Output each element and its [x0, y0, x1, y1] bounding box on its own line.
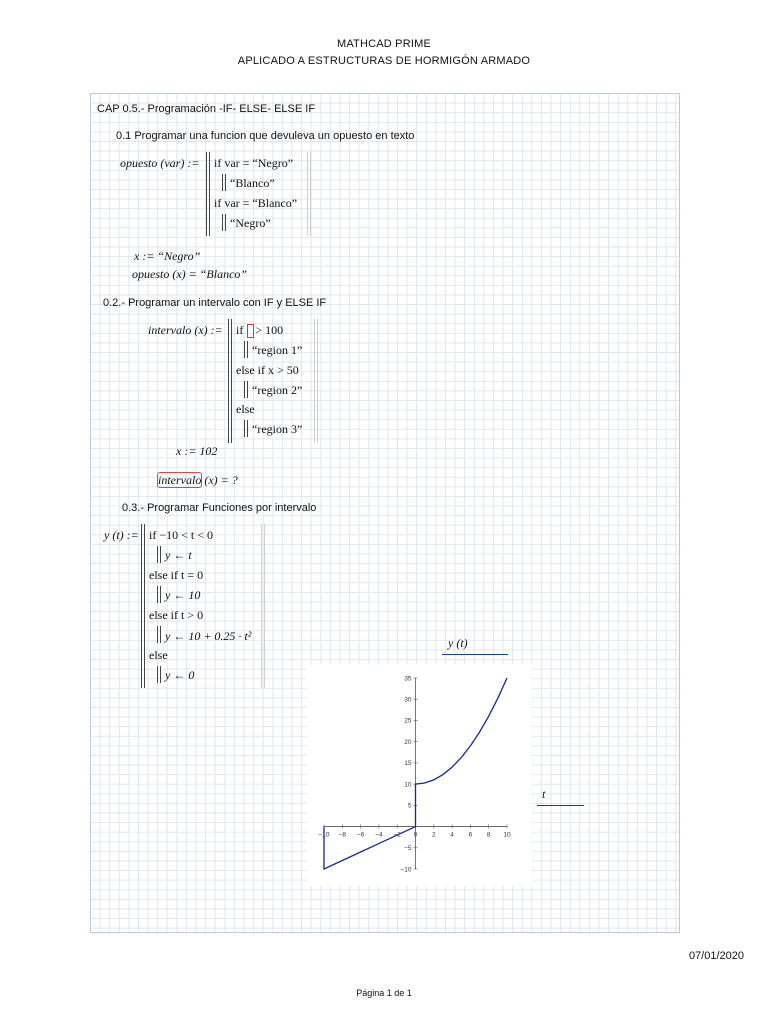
x-tick-label: 4 — [450, 831, 454, 839]
y-if[interactable]: if −10 < t < 0 — [149, 528, 213, 542]
x-assign-2[interactable]: x := 102 — [176, 444, 218, 458]
x-tick-label: 10 — [503, 831, 511, 839]
x-tick-label: −2 — [393, 831, 401, 839]
y-assign-4[interactable]: y ← 0 — [165, 668, 195, 682]
x-tick-label: 8 — [486, 831, 491, 839]
opuesto-return-2[interactable]: “Negro” — [230, 216, 271, 230]
program-bar-end — [314, 319, 318, 443]
block-bar — [157, 586, 161, 603]
opuesto-evaluation[interactable]: opuesto (x) = “Blanco” — [132, 267, 248, 281]
program-bar — [141, 524, 145, 688]
opuesto-definition[interactable]: opuesto (var) := — [120, 156, 200, 170]
x-tick-label: −10 — [318, 831, 330, 839]
x-tick-label: −6 — [356, 831, 365, 839]
y-tick-label: 10 — [404, 781, 412, 789]
y-tick-label: −5 — [404, 845, 412, 853]
y-else[interactable]: else — [149, 648, 168, 662]
y-else-if-2[interactable]: else if t > 0 — [149, 608, 204, 622]
y-definition[interactable]: y (t) := — [104, 528, 139, 542]
y-assign-1[interactable]: y ← t — [165, 548, 192, 562]
plot-svg — [307, 664, 532, 886]
header-title: MATHCAD PRIME — [336, 38, 432, 50]
x-tick-label: −8 — [338, 831, 347, 839]
empty-placeholder[interactable] — [247, 324, 254, 338]
worksheet[interactable] — [90, 93, 680, 933]
program-bar-end — [261, 524, 265, 688]
block-bar — [222, 214, 226, 231]
plot-xlabel[interactable]: t — [542, 787, 546, 801]
plot-ylabel[interactable]: y (t) — [448, 636, 468, 650]
xlabel-underline — [537, 805, 584, 806]
y-assign-3[interactable]: y ← 10 + 0.25 · t² — [165, 629, 252, 643]
section-1-title: 0.1 Programar una funcion que devuleva un opuesto en texto — [116, 130, 415, 142]
program-bar — [206, 152, 210, 236]
program-bar — [228, 319, 232, 443]
intervalo-else-if[interactable]: else if x > 50 — [236, 363, 299, 377]
y-tick-label: 35 — [404, 675, 412, 683]
footer-page-number: Página 1 de 1 — [356, 988, 412, 998]
x-tick-label: −4 — [375, 831, 383, 839]
section-2-title: 0.2.- Programar un intervalo con IF y ELSE IF — [103, 297, 327, 309]
ylabel-underline — [442, 654, 508, 655]
block-bar — [157, 626, 161, 643]
section-3-title: 0.3.- Programar Funciones por intervalo — [122, 502, 317, 514]
y-tick-label: 30 — [404, 696, 412, 704]
intervalo-return-3[interactable]: “region 3” — [252, 422, 303, 436]
intervalo-return-2[interactable]: “region 2” — [252, 383, 303, 397]
y-else-if-1[interactable]: else if t = 0 — [149, 568, 204, 582]
opuesto-return-1[interactable]: “Blanco” — [230, 176, 275, 190]
y-tick-label: 20 — [404, 738, 412, 746]
chapter-title: CAP 0.5.- Programación -IF- ELSE- ELSE IF — [97, 103, 316, 115]
x-assign-1[interactable]: x := “Negro” — [134, 249, 201, 263]
intervalo-evaluation[interactable]: intervalo (x) = ? — [158, 473, 238, 487]
program-bar-end — [307, 152, 311, 236]
block-bar — [157, 666, 161, 683]
y-assign-2[interactable]: y ← 10 — [165, 588, 201, 602]
y-tick-label: 15 — [404, 760, 412, 768]
opuesto-if-1[interactable]: if var = “Negro” — [214, 156, 294, 170]
error-highlight[interactable]: intervalo — [158, 473, 202, 487]
x-tick-label: 6 — [468, 831, 473, 839]
y-tick-label: 25 — [404, 717, 412, 725]
intervalo-if[interactable]: if > 100 — [236, 323, 284, 337]
block-bar — [222, 174, 226, 191]
x-tick-label: 2 — [431, 831, 436, 839]
y-tick-label: 5 — [407, 802, 412, 810]
intervalo-definition[interactable]: intervalo (x) := — [148, 323, 223, 337]
plot-area[interactable] — [307, 664, 532, 886]
footer-date: 07/01/2020 — [688, 950, 744, 962]
block-bar — [244, 381, 248, 398]
x-tick-label: 0 — [413, 831, 418, 839]
header-subtitle: APLICADO A ESTRUCTURAS DE HORMIGÓN ARMADO — [237, 55, 531, 67]
block-bar — [244, 341, 248, 358]
block-bar — [157, 546, 161, 563]
y-tick-label: −10 — [400, 866, 412, 874]
intervalo-else[interactable]: else — [236, 402, 255, 416]
intervalo-return-1[interactable]: “region 1” — [252, 343, 303, 357]
opuesto-if-2[interactable]: if var = “Blanco” — [214, 196, 298, 210]
block-bar — [244, 420, 248, 437]
